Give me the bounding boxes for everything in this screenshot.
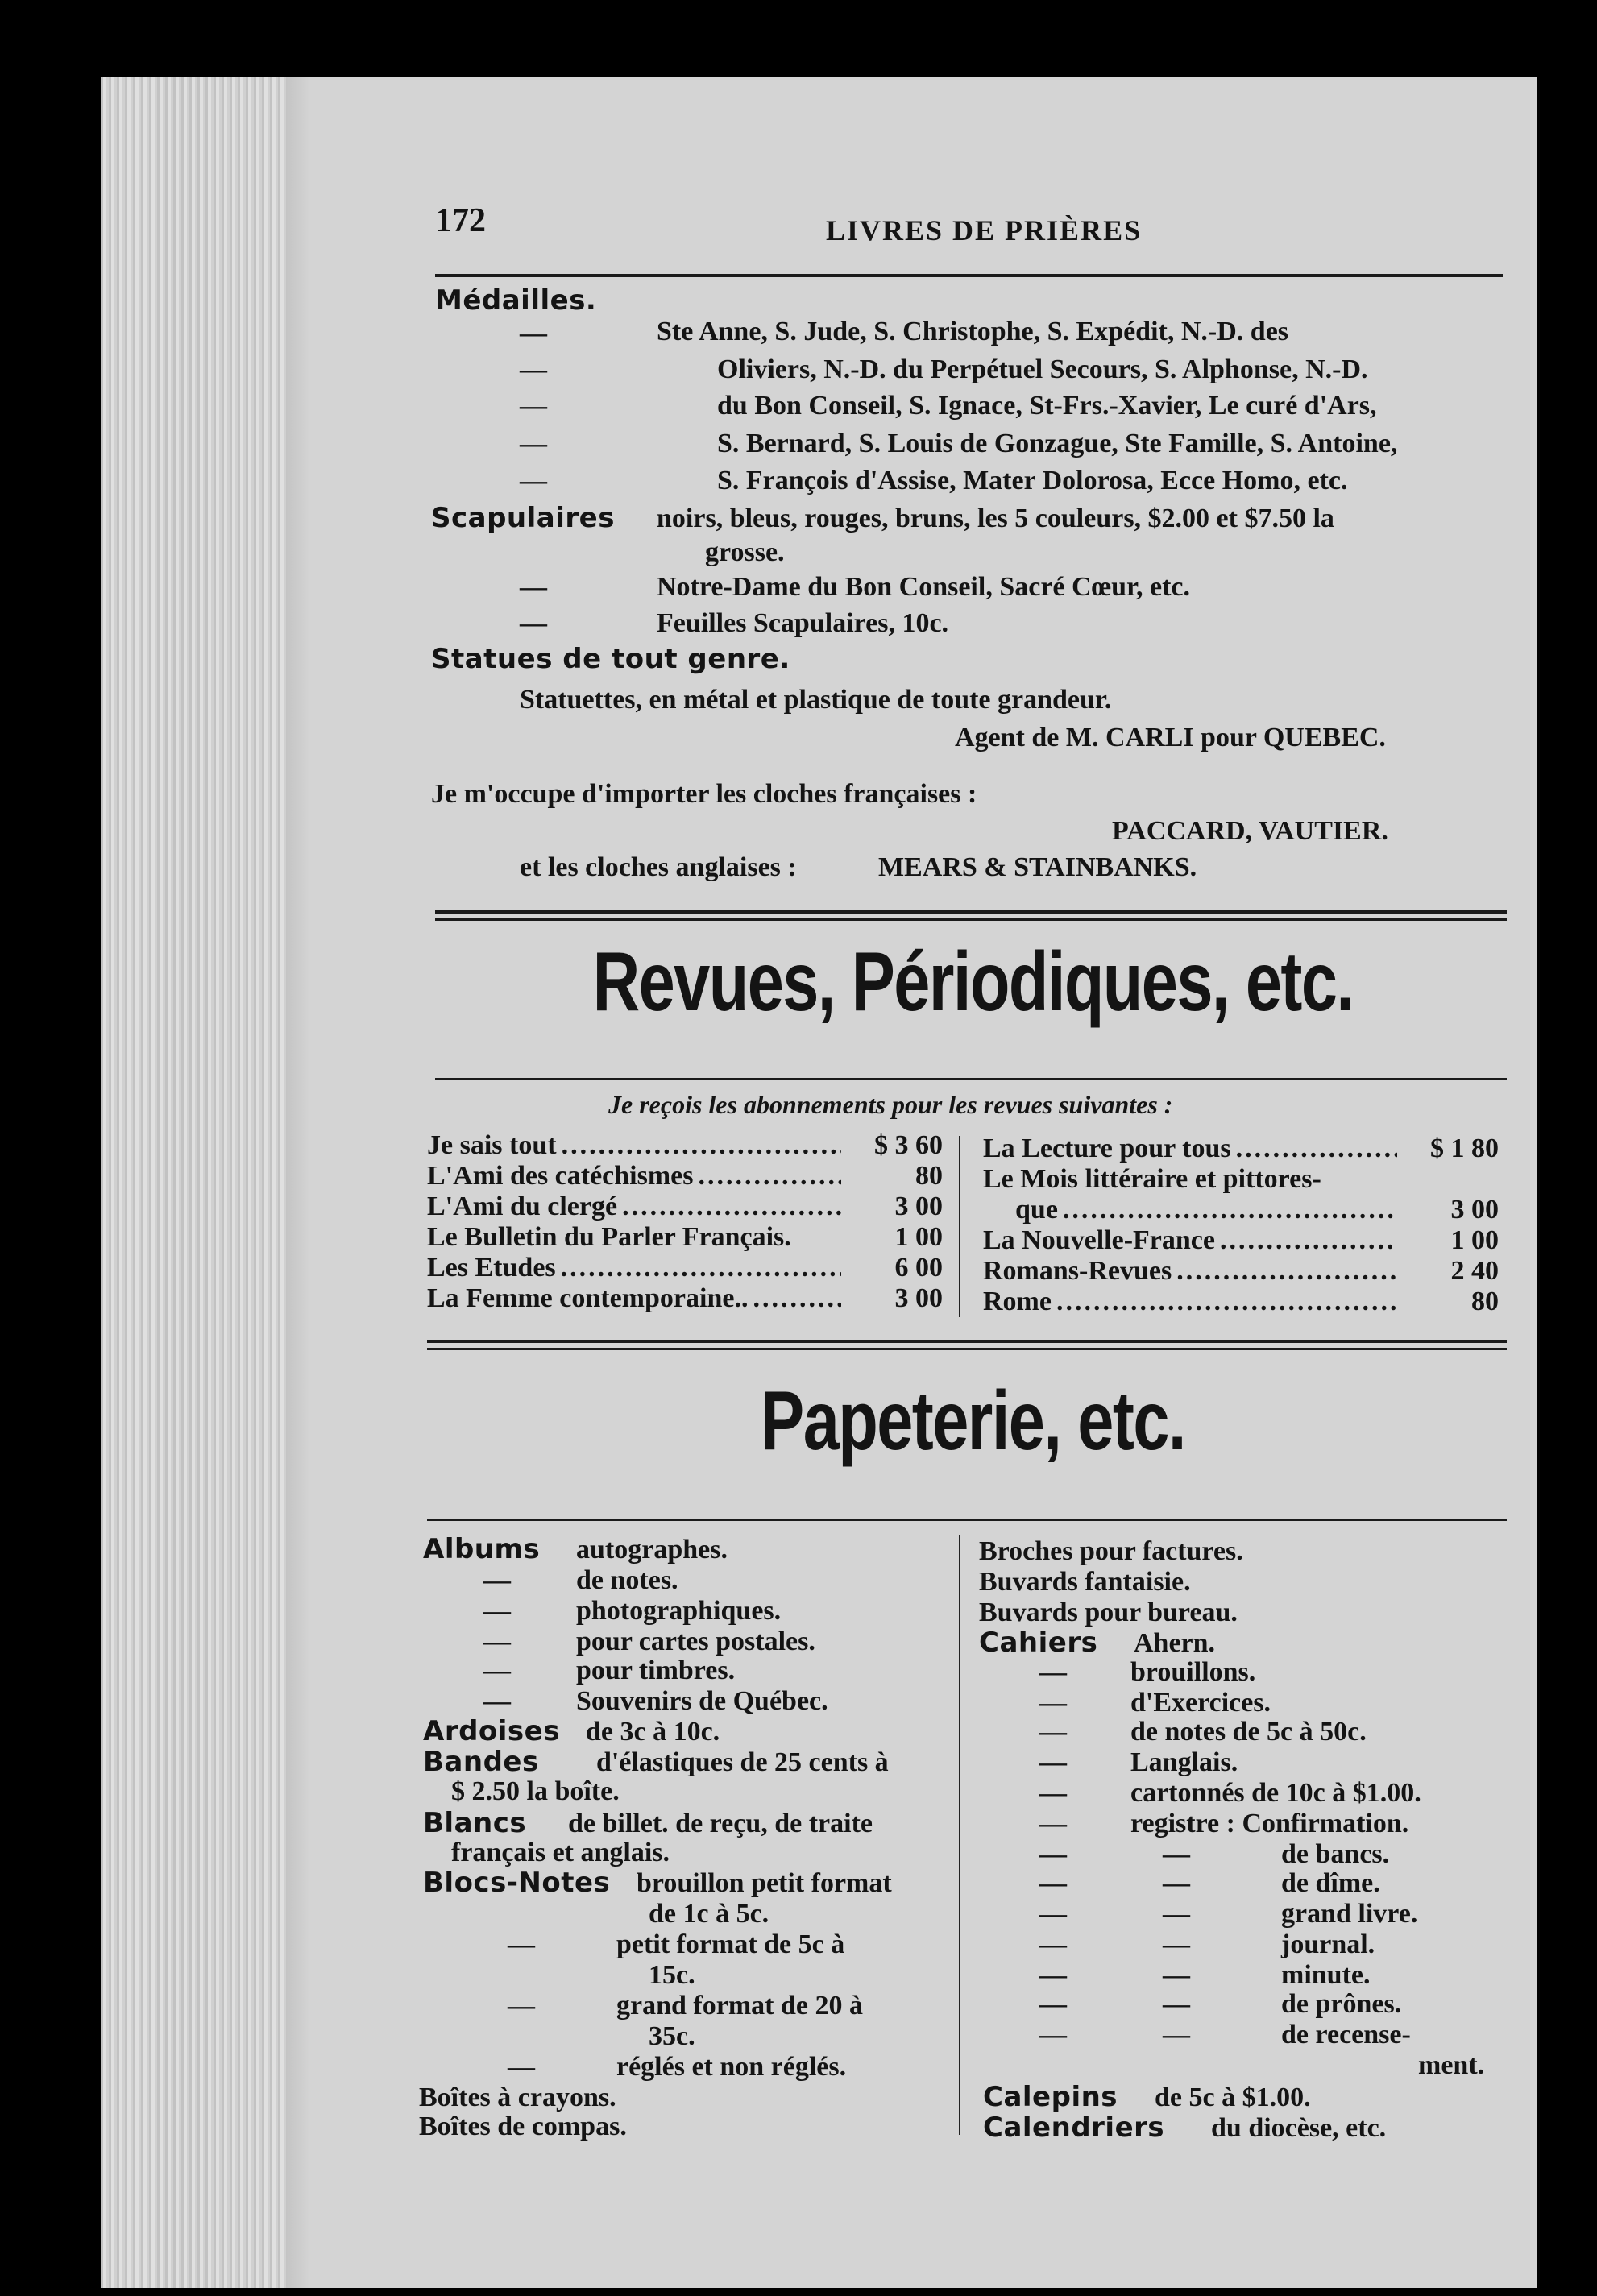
column-divider [959, 1535, 960, 2135]
revue-row: La Femme contemporaine.. ..... 3 00 [427, 1283, 943, 1314]
medailles-line: Oliviers, N.-D. du Perpétuel Secours, S. Alphonse, N.-D. [717, 354, 1368, 384]
revue-row: La Lecture pour tous ..... $ 1 80 [983, 1133, 1499, 1164]
revue-row: La Nouvelle-France ..... 1 00 [983, 1225, 1499, 1256]
header-rule [435, 274, 1503, 277]
double-rule [435, 910, 1507, 914]
column-divider [959, 1136, 960, 1317]
medailles-line: du Bon Conseil, S. Ignace, St-Frs.-Xavier, Le curé d'Ars, [717, 391, 1377, 421]
revue-row: Romans-Revues ..... 2 40 [983, 1256, 1499, 1287]
calendriers-heading: Calendriers [983, 2112, 1165, 2144]
calepins-heading: Calepins [983, 2081, 1118, 2113]
page-edges [101, 77, 286, 2288]
revues-title: Revues, Périodiques, etc. [592, 935, 1354, 1029]
revue-row: L'Ami des catéchismes ..... 80 [427, 1161, 943, 1192]
revue-row: Le Mois littéraire et pittores- [983, 1164, 1321, 1194]
revue-row: Les Etudes ..... 6 00 [427, 1253, 943, 1283]
blocs-notes-heading: Blocs-Notes [423, 1867, 611, 1899]
revue-row: Le Bulletin du Parler Français. 1 00 [427, 1222, 943, 1252]
medailles-heading: Médailles. [435, 284, 597, 317]
statues-heading: Statues de tout genre. [431, 643, 790, 675]
running-head: LIVRES DE PRIÈRES [826, 214, 1143, 247]
page-number: 172 [435, 202, 486, 239]
ardoises-heading: Ardoises [423, 1715, 560, 1747]
revue-row: Je sais tout ..... $ 3 60 [427, 1130, 943, 1161]
revue-row: que ..... 3 00 [1015, 1195, 1499, 1225]
scapulaires-heading: Scapulaires [431, 502, 615, 534]
albums-heading: Albums [423, 1533, 541, 1565]
papeterie-title: Papeterie, etc. [761, 1374, 1185, 1468]
revues-subtitle: Je reçois les abonnements pour les revues suivantes : [608, 1090, 1173, 1119]
medailles-line: S. Bernard, S. Louis de Gonzague, Ste Famille, S. Antoine, [717, 429, 1398, 458]
blancs-heading: Blancs [423, 1807, 527, 1839]
book-page: 172 LIVRES DE PRIÈRES Médailles. — Ste Anne, S. Jude, S. Christophe, S. Expédit, N.-D. des — Oliviers, N.-D. du Perpétuel Secours, S. Alphonse, N.-D. — du Bon Conseil, S. Ignace, St-Frs.-Xavier, Le curé d'Ars, — S. Bernard, S. Louis de Gonzague, Ste Famille, S. Antoine, — S. François d'Assise, Mater Dolorosa, Ecce Homo, etc. Scapulaires noirs, bleus, rouges, bruns, les 5 couleurs, $2.00 et $7.50 la grosse. — Notre-Dame du Bon Conseil, Sacré Cœur, etc. — Feuilles Scapulaires, 10c. Statues de tout genre. Statuettes, en métal et plastique de toute grandeur. Agent de M. CARLI pour QUEBEC. Je m'occupe d'importer les cloches françaises : PACCARD, VAUTIER. et les cloches anglaises : MEARS & STAINBANKS. Revues, Périodiques, etc. Je reçois les abonnements pour les revues suivantes : Je sais tout ..... $ 3 60 L'Ami des catéchismes ..... 80 L'Ami du clergé ..... 3 00 Le Bulletin du Parler Français. 1 00 Les Etudes ..... 6 00 La Femme contemporaine.. ..... 3 00 La Lecture pour tous ..... $ 1 80 Le Mois littéraire et pittores- que ..... 3 00 La Nouvelle-France ..... 1 00 Romans-Revues ..... 2 40 Rome ..... 80 Papeterie, etc. Albums autographes. — de notes. — photographiques. — pour cartes postales. — pour timbres. — Souvenirs de Québec. Ardoises de 3c à 10c. Bandes d'élastiques de 25 cents à $ 2.50 la boîte. Blancs de billet. de reçu, de traite français et anglais. Blocs-Notes brouillon petit format de 1c à 5c. — petit format de 5c à 15c. — grand format de 20 à 35c. — réglés et non réglés. Boîtes à crayons. Boîtes de compas. Broches pour factures. Buvards fantaisie. Buvards pour bureau. Cahiers Ahern. — brouillons. — d'Exercices. — de notes de 5c à 50c. — Langlais. — cartonnés de 10c à $1.00. — registre : Confirmation. — — de bancs. — — de dîme. — — grand livre. — — journal. — — minute. — — de prônes. — — de recense- ment. Calepins de 5c à $1.00. Calendriers du diocèse, etc. [101, 77, 1537, 2288]
bandes-heading: Bandes [423, 1746, 539, 1778]
medailles-line: S. François d'Assise, Mater Dolorosa, Ecce Homo, etc. [717, 466, 1348, 495]
revue-row: L'Ami du clergé ..... 3 00 [427, 1192, 943, 1222]
double-rule [427, 1340, 1507, 1343]
revue-row: Rome ..... 80 [983, 1287, 1499, 1317]
medailles-line: Ste Anne, S. Jude, S. Christophe, S. Expédit, N.-D. des [657, 317, 1289, 346]
cahiers-heading: Cahiers [979, 1627, 1098, 1659]
